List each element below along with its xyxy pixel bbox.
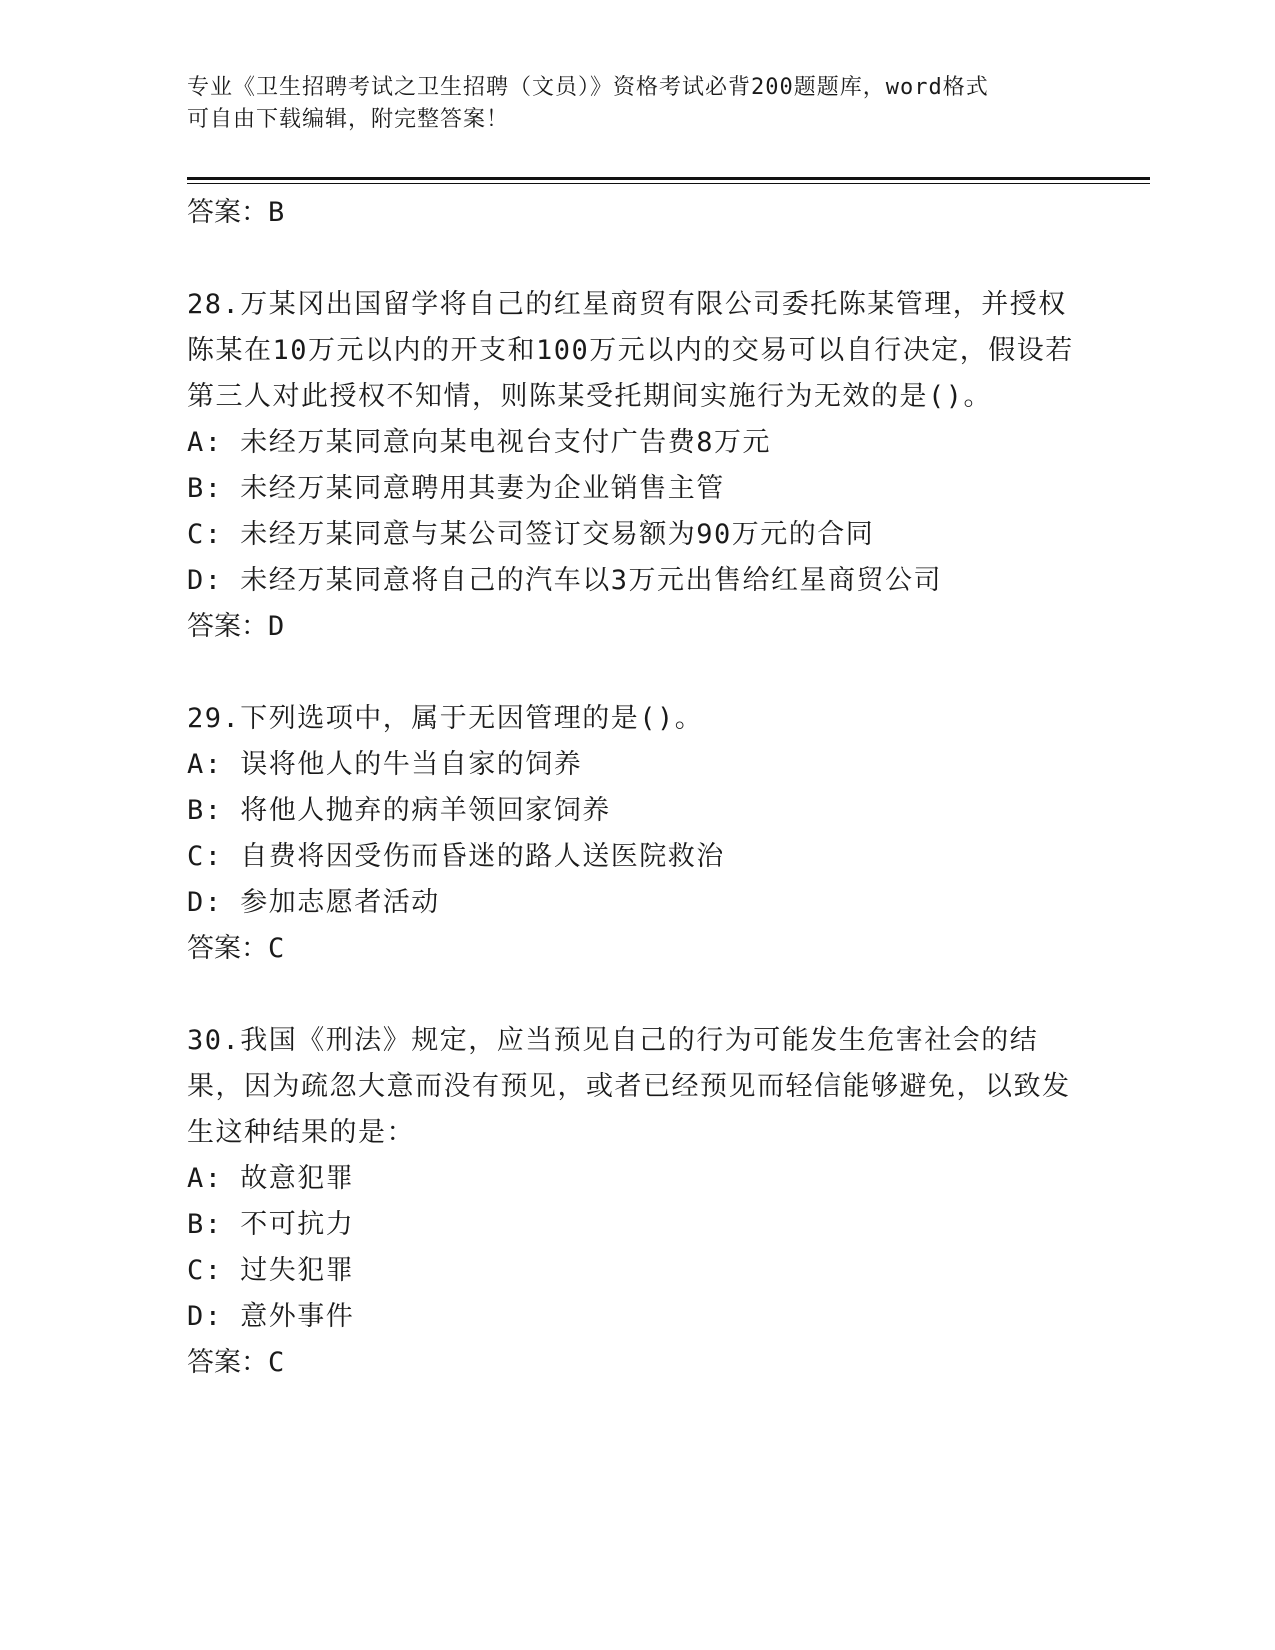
option-d: D: 未经万某同意将自己的汽车以3万元出售给红星商贸公司 xyxy=(187,565,943,596)
option-c: C: 过失犯罪 xyxy=(187,1255,355,1286)
page-header xyxy=(187,72,1087,136)
answer-line: 答案：C xyxy=(187,1347,285,1378)
spacer xyxy=(187,972,1087,1018)
answer-line: 答案：B xyxy=(187,197,285,228)
question-stem: 30.我国《刑法》规定，应当预见自己的行为可能发生危害社会的结果，因为疏忽大意而没有预见，或者已经预见而轻信能够避免，以致发生这种结果的是： xyxy=(187,1025,1071,1148)
spacer xyxy=(187,236,1087,282)
option-a: A: 误将他人的牛当自家的饲养 xyxy=(187,749,583,780)
question-block xyxy=(187,1018,1087,1386)
option-d: D: 意外事件 xyxy=(187,1301,355,1332)
option-d: D: 参加志愿者活动 xyxy=(187,887,440,918)
question-list xyxy=(187,190,1087,1386)
header-divider-thin xyxy=(187,183,1150,184)
answer-line: 答案：C xyxy=(187,933,285,964)
option-a: A: 故意犯罪 xyxy=(187,1163,355,1194)
header-line-1: 专业《卫生招聘考试之卫生招聘（文员）》资格考试必背200题题库，word格式 xyxy=(187,75,989,100)
answer-line: 答案：D xyxy=(187,611,285,642)
option-c: C: 未经万某同意与某公司签订交易额为90万元的合同 xyxy=(187,519,875,550)
option-a: A: 未经万某同意向某电视台支付广告费8万元 xyxy=(187,427,772,458)
option-b: B: 将他人抛弃的病羊领回家饲养 xyxy=(187,795,611,826)
option-b: B: 未经万某同意聘用其妻为企业销售主管 xyxy=(187,473,725,504)
question-block xyxy=(187,282,1087,650)
option-c: C: 自费将因受伤而昏迷的路人送医院救治 xyxy=(187,841,725,872)
option-b: B: 不可抗力 xyxy=(187,1209,355,1240)
header-line-2: 可自由下载编辑，附完整答案！ xyxy=(187,107,510,132)
question-block xyxy=(187,696,1087,972)
question-stem: 29.下列选项中，属于无因管理的是()。 xyxy=(187,703,704,734)
header-divider-thick xyxy=(187,177,1150,180)
question-stem: 28.万某冈出国留学将自己的红星商贸有限公司委托陈某管理，并授权陈某在10万元以内的开支和100万元以内的交易可以自行决定，假设若第三人对此授权不知情，则陈某受托期间实施行为无效的是()。 xyxy=(187,289,1074,412)
spacer xyxy=(187,650,1087,696)
